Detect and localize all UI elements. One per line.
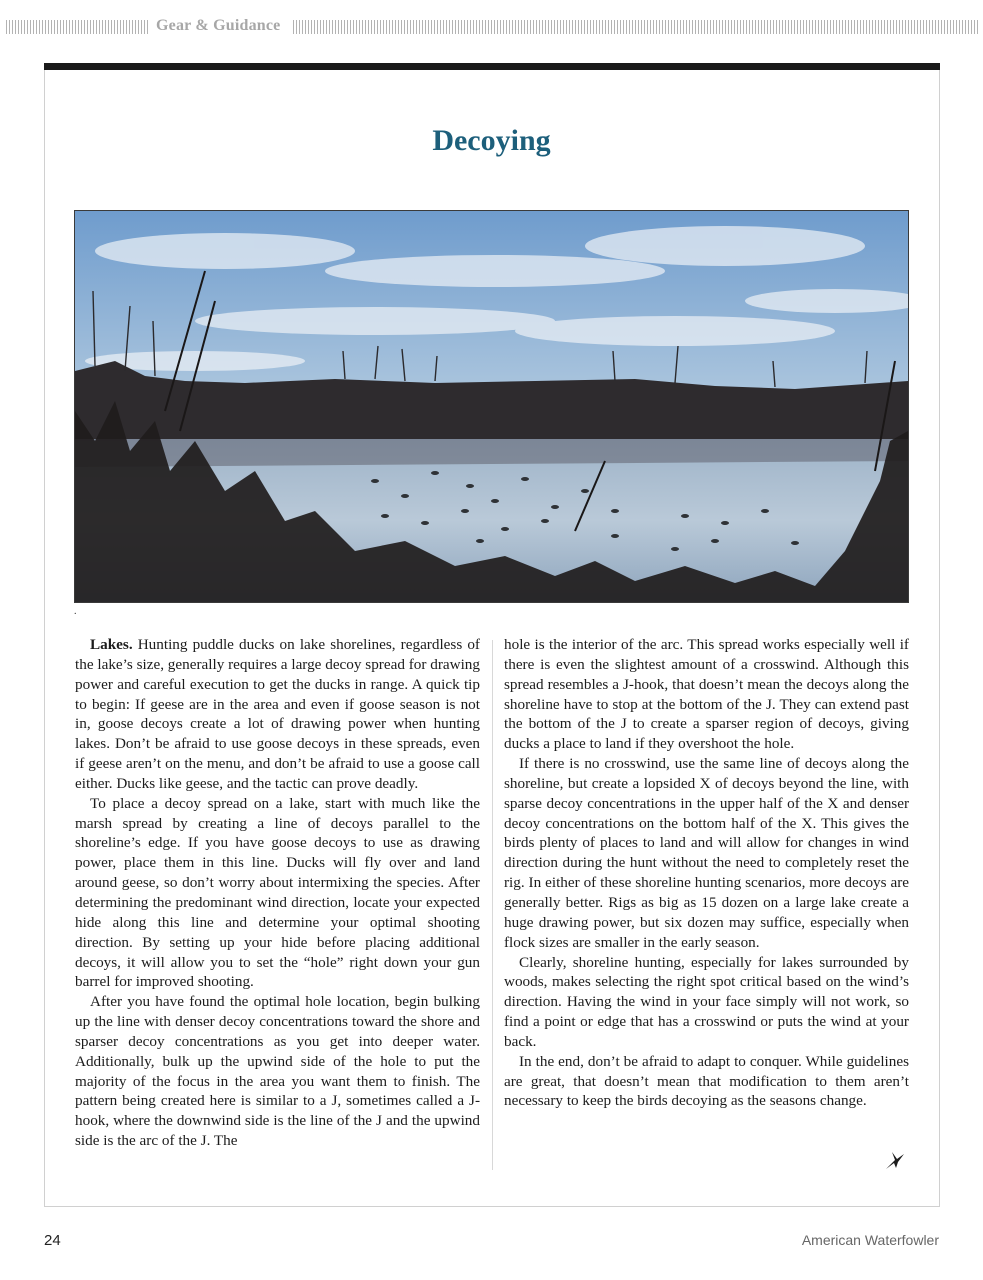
article-title: Decoying — [432, 124, 551, 157]
article-column-right — [504, 635, 909, 1111]
paragraph-continued: hole is the interior of the arc. This spread works especially well if there is even the slightest amount of a crosswind. Although this spread resembles a J-hook, that doesn’t mean the decoys along the shoreline have to stop at the bottom of the J. They can extend past the bottom of the J to create a sparser region of decoys, giving ducks a place to land if they overshoot the hole. — [504, 636, 909, 753]
column-divider — [492, 640, 493, 1170]
section-label: Gear & Guidance — [156, 17, 281, 34]
decorative-tick-rule — [6, 20, 148, 34]
run-in-heading: Lakes. — [90, 636, 133, 653]
decorative-tick-rule — [293, 20, 978, 34]
paragraph: In the end, don’t be afraid to adapt to conquer. While guidelines are great, that doesn’t mean that modification to them aren’t necessary to keep the birds decoying as the seasons change. — [504, 1052, 909, 1110]
section-header — [0, 16, 983, 38]
paragraph: Clearly, shoreline hunting, especially for lakes surrounded by woods, makes selecting the right spot critical based on the wind’s direction. Having the wind in your face simply will not work, so find a point or edge that has a crosswind or puts the wind at your back. — [504, 953, 909, 1050]
photo-caption: . — [74, 606, 77, 617]
article-photo — [74, 210, 909, 603]
paragraph: After you have found the optimal hole location, begin bulking up the line with denser decoy concentrations toward the shore and sparser decoy concentrations as you get into deeper water. Additionally, bulk up the upwind side of the hole to put the majority of the focus in the area you want them to finish. The pattern being created here is similar to a J, sometimes called a J-hook, where the downwind side is the line of the J and the upwind side is the arc of the J. The — [75, 993, 480, 1150]
paragraph: If there is no crosswind, use the same line of decoys along the shoreline, but create a lopsided X of decoys beyond the line, with sparse decoy concentrations in the upper half of the X and denser decoy concentrations on the bottom half of the X. This gives the birds plenty of places to land and will allow for changes in wind direction during the hunt without the need to completely reset the rig. In either of these shoreline hunting scenarios, more decoys are generally better. Rigs as big as 15 dozen on a large lake create a huge drawing power, but six dozen may suffice, especially when flock sizes are smaller in the early season. — [504, 755, 909, 951]
top-rule — [44, 63, 940, 70]
paragraph-text: Hunting puddle ducks on lake shorelines, regardless of the lake’s size, generally requires a large decoy spread for drawing power and careful execution to get the ducks in range. A quick tip to begin: If geese are in the area and even if goose season is not in, goose decoys create a lot of drawing power when hunting lakes. Don’t be afraid to use goose decoys in these spreads, even if geese aren’t on the menu, and don’t be afraid to use a goose call either. Ducks like geese, and the tactic can prove deadly. — [75, 636, 480, 792]
flying-duck-icon — [883, 1148, 907, 1172]
magazine-name: American Waterfowler — [801, 1232, 939, 1248]
article-column-left — [75, 635, 480, 1151]
page-number: 24 — [44, 1232, 61, 1249]
paragraph: To place a decoy spread on a lake, start with much like the marsh spread by creating a line of decoys parallel to the shoreline’s edge. If you have goose decoys to use as drawing power, place them in this line. Ducks will fly over and land around geese, so don’t worry about intermixing the species. After determining the predominant wind direction, locate your expected hide along this line and determine your optimal shooting direction. By setting up your hide before placing additional decoys, it will allow you to set the “hole” right down your gun barrel for improved shooting. — [75, 794, 480, 991]
paragraph-lakes-intro — [75, 635, 480, 794]
lake-decoy-photo — [75, 211, 908, 602]
